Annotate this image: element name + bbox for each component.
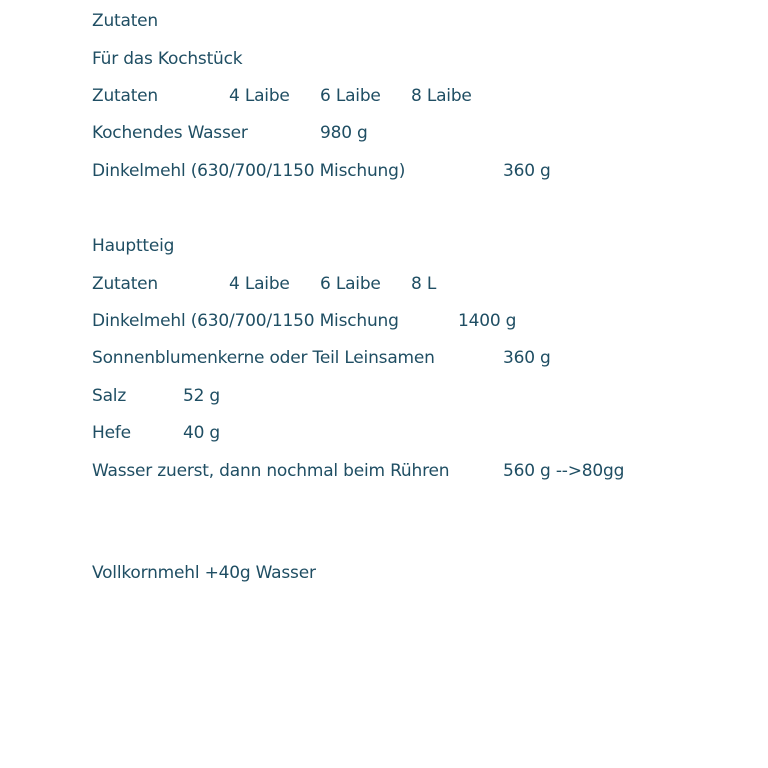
header-ingredients: Zutaten (92, 274, 159, 294)
ingredient-name: Sonnenblumenkerne oder Teil Leinsamen (92, 348, 435, 368)
header-8-loaves: 8 Laibe (411, 86, 472, 106)
ingredient-amount: 560 g -->80gg (503, 461, 625, 481)
footer-note: Vollkornmehl +40g Wasser (92, 563, 316, 583)
section-title-hauptteig: Hauptteig (92, 236, 175, 256)
header-6-loaves: 6 Laibe (320, 274, 381, 294)
ingredient-amount: 52 g (183, 386, 221, 406)
ingredient-amount: 40 g (183, 423, 221, 443)
ingredient-name: Dinkelmehl (630/700/1150 Mischung (92, 311, 399, 331)
ingredient-amount: 360 g (503, 161, 551, 181)
section-subtitle: Für das Kochstück (92, 49, 243, 69)
ingredient-amount: 360 g (503, 348, 551, 368)
section-title-zutaten: Zutaten (92, 11, 159, 31)
ingredient-name: Dinkelmehl (630/700/1150 Mischung) (92, 161, 406, 181)
ingredient-name: Hefe (92, 423, 131, 443)
ingredient-name: Wasser zuerst, dann nochmal beim Rühren (92, 461, 450, 481)
ingredient-amount: 1400 g (458, 311, 517, 331)
header-ingredients: Zutaten (92, 86, 159, 106)
header-4-loaves: 4 Laibe (229, 274, 290, 294)
header-8-loaves: 8 L (411, 274, 437, 294)
ingredient-name: Salz (92, 386, 127, 406)
ingredient-amount: 980 g (320, 123, 368, 143)
header-6-loaves: 6 Laibe (320, 86, 381, 106)
ingredient-name: Kochendes Wasser (92, 123, 248, 143)
header-4-loaves: 4 Laibe (229, 86, 290, 106)
